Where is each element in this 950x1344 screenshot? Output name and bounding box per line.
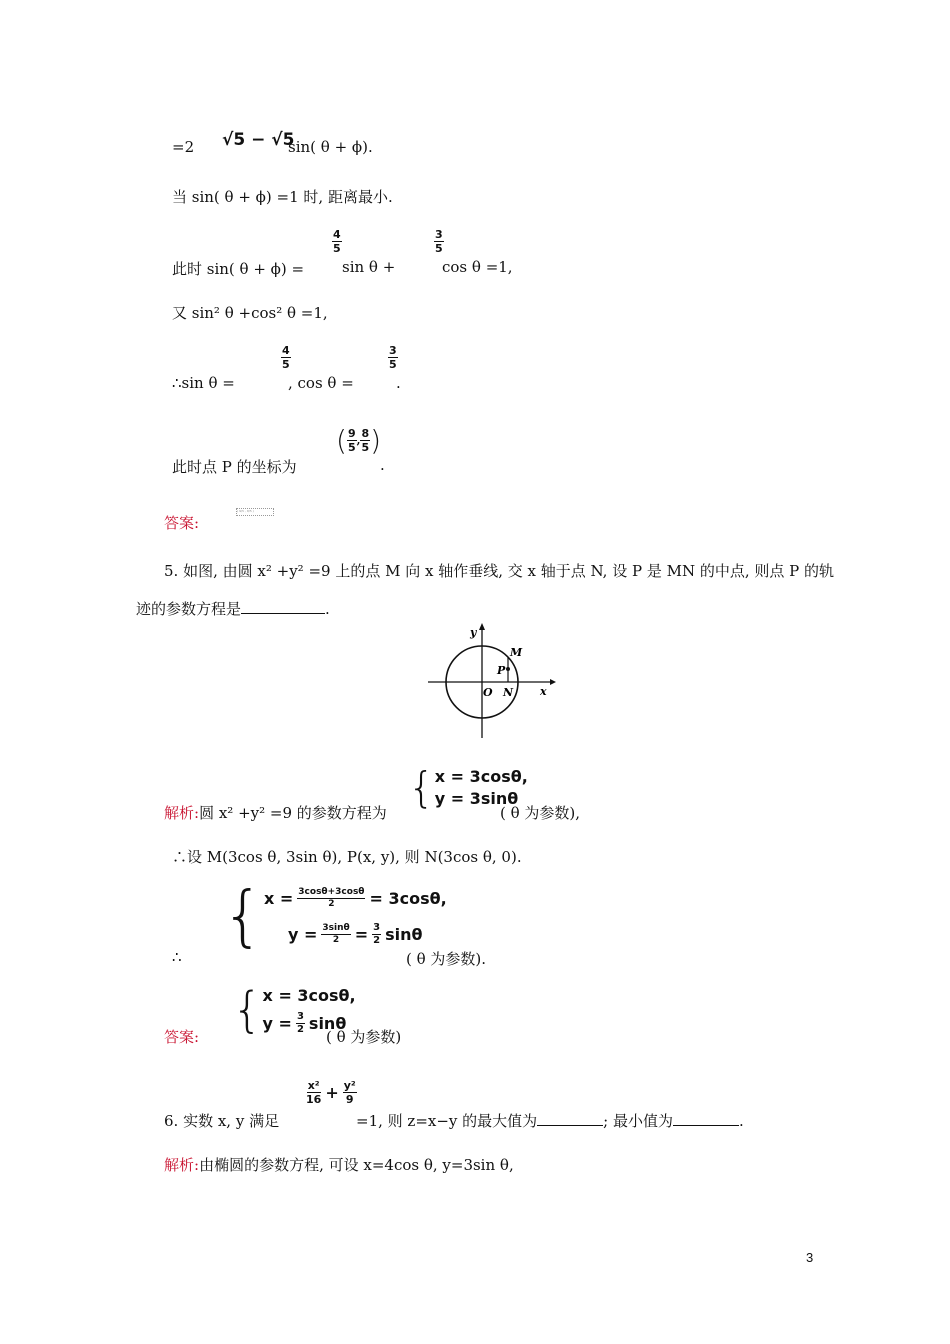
therefore-symbol: ∴ [172, 948, 182, 966]
eq-line-1 [172, 138, 194, 156]
answer-blank-max[interactable] [537, 1111, 603, 1126]
coordinate-9-5-8-5: ( $\frac{9}{5}$ , $\frac{8}{5}$ ) [336, 424, 382, 457]
answer-blank-min[interactable] [673, 1111, 739, 1126]
label-n: N [503, 686, 514, 699]
sol5-line-1 [164, 802, 387, 823]
ellipse-equation: $\frac{\text{x²}}{16}$ + $\frac{\text{y²}}{9}$ [306, 1079, 356, 1106]
answer-blank-q5[interactable] [241, 599, 325, 614]
text-cos-theta: cos θ =1, [442, 258, 513, 276]
sol5-label: 解析: [164, 804, 200, 822]
fraction-4-5-b: $\frac{4}{5}$ [282, 344, 290, 371]
sol5-param-2: ( θ 为参数). [406, 950, 487, 968]
label-o: O [483, 686, 493, 699]
text-cos: , cos θ = [288, 374, 354, 392]
answer-param-5: ( θ 为参数) [326, 1028, 402, 1046]
page-number: 3 [806, 1250, 814, 1265]
q6-stem-b: =1, 则 z=x−y 的最大值为 ; 最小值为 . [356, 1112, 744, 1130]
q5-stem-line-2: 迹的参数方程是 . [136, 600, 330, 618]
text-sin-theta: sin θ + [342, 258, 396, 276]
system-midpoint: { x = $\frac{3\cos\theta+3\cos\theta}{2}$ = 3cosθ, y = $\frac{3\sin\theta}{2}$ = $\frac{3}{2}$ sinθ [222, 877, 447, 954]
text-period-2: . [380, 456, 385, 474]
answer-system-5: { x = 3cosθ, y = $\frac{3}{2}$ sinθ [232, 982, 356, 1038]
text-period: . [396, 374, 401, 392]
fraction-3-5-b: $\frac{3}{5}$ [389, 344, 397, 371]
fraction-3-5: $\frac{3}{5}$ [435, 228, 443, 255]
sqrt-expression: √5 − √5 [222, 130, 295, 150]
sol5-param: ( θ 为参数), [500, 804, 581, 822]
x-axis-arrow-icon [550, 679, 556, 685]
text-point-p: 此时点 P 的坐标为 [172, 458, 297, 476]
answer-label-1: 答案: [164, 514, 200, 532]
y-axis-arrow-icon [479, 623, 485, 630]
sol5-line-2: ∴设 M(3cos θ, 3sin θ), P(x, y), 则 N(3cos θ, 0). [172, 848, 522, 866]
text-min-distance: 当 sin( θ + ϕ) =1 时, 距离最小. [172, 188, 393, 206]
text-identity: 又 sin² θ +cos² θ =1, [172, 304, 328, 322]
answer-label-5: 答案: [164, 1028, 200, 1046]
text-therefore-sin: ∴sin θ = [172, 374, 235, 392]
eq-prefix: =2 [172, 138, 195, 156]
fraction-4-5: $\frac{4}{5}$ [333, 228, 341, 255]
text-sin-sum: 此时 sin( θ + ϕ) = [172, 260, 305, 278]
circle-figure [420, 620, 560, 745]
point-p [506, 667, 510, 671]
eq-suffix: sin( θ + ϕ). [288, 138, 373, 156]
answer-image-1: ( 9/5 , 8/5 ) [236, 508, 274, 516]
sol6-label: 解析: [164, 1156, 200, 1174]
label-x: x [540, 685, 547, 698]
label-p: P [497, 664, 506, 677]
sol6-line [164, 1154, 514, 1175]
q6-stem-a: 6. 实数 x, y 满足 [164, 1112, 280, 1130]
sol5-text: 圆 x² +y² =9 的参数方程为 [199, 804, 387, 822]
label-m: M [510, 646, 523, 659]
system-circle: { x = 3cosθ, y = 3sinθ [408, 763, 528, 812]
sol6-text: 由椭圆的参数方程, 可设 x=4cos θ, y=3sin θ, [199, 1156, 514, 1174]
q5-stem-line-1: 5. 如图, 由圆 x² +y² =9 上的点 M 向 x 轴作垂线, 交 x 轴于点 N, 设 P 是 MN 的中点, 则点 P 的轨 [164, 562, 835, 580]
label-y: y [470, 626, 477, 639]
